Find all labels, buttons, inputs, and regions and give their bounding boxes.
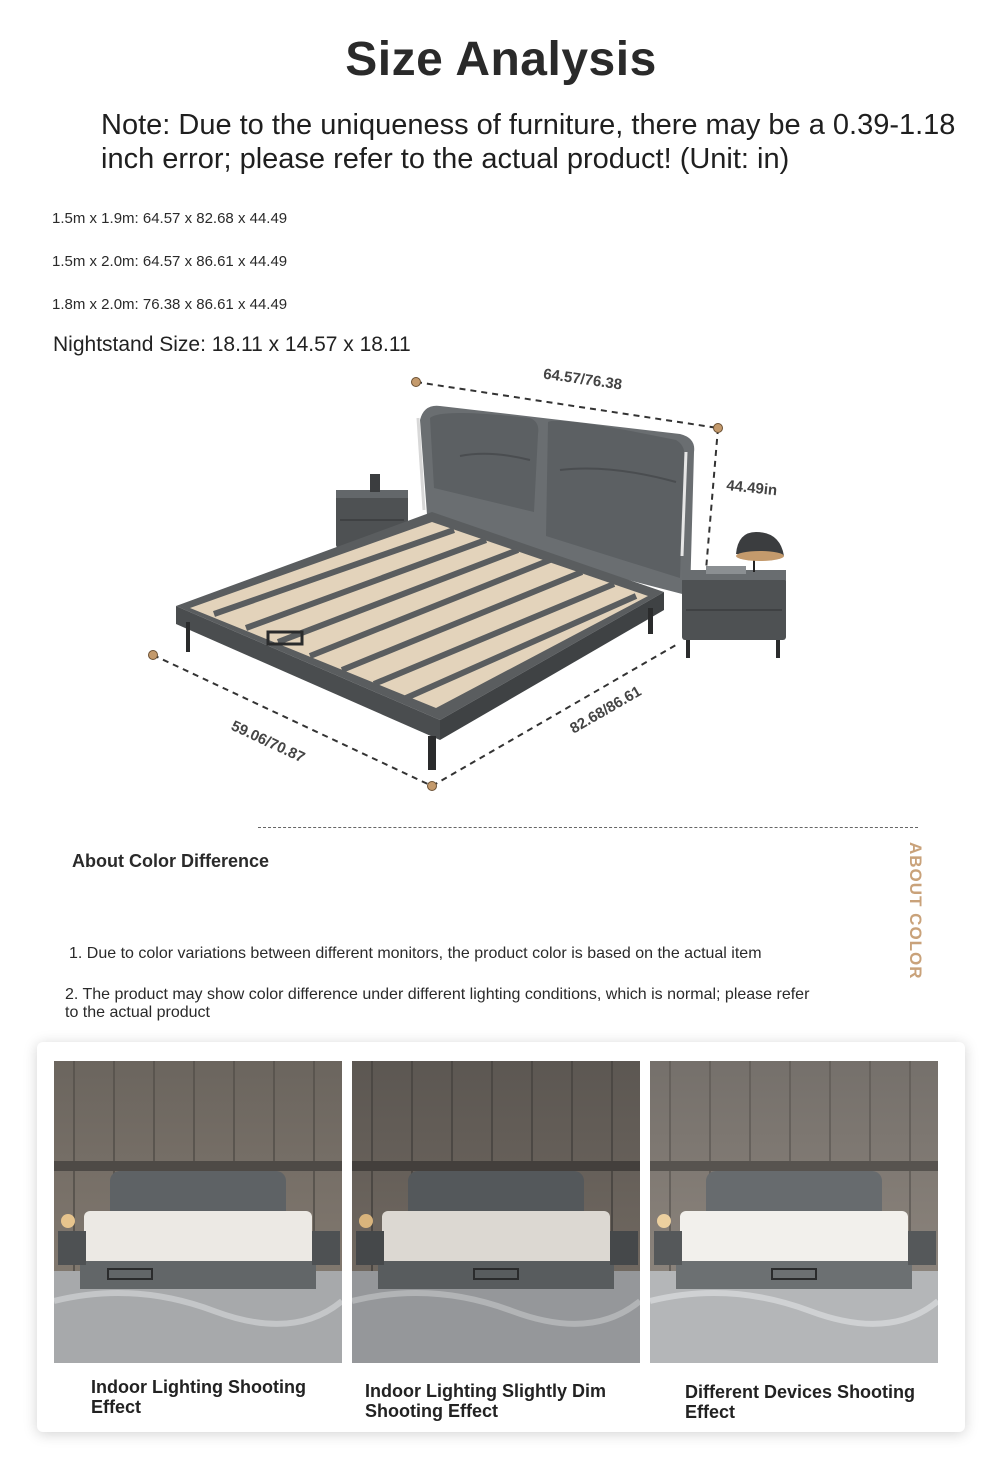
page-title: Size Analysis [345,33,657,86]
bed-dimension-diagram [0,360,990,810]
color-note-2: 2. The product may show color difference under different lighting conditions, which is normal; please refer to the actual product [65,986,810,1021]
front-width-label: 59.06/70.87 [228,717,308,767]
nightstand-right [682,532,786,658]
size-spec-1: 1.5m x 1.9m: 64.57 x 82.68 x 44.49 [52,210,288,227]
caption-devices: Different Devices Shooting Effect [685,1382,916,1422]
nightstand-size: Nightstand Size: 18.11 x 14.57 x 18.11 [53,333,411,356]
top-width-label: 64.57/76.38 [542,365,624,394]
bedroom-photo-dim [352,1061,640,1363]
about-color-tag: ABOUT COLOR [906,842,925,980]
caption-indoor: Indoor Lighting Shooting Effect [91,1377,306,1417]
size-spec-2: 1.5m x 2.0m: 64.57 x 86.61 x 44.49 [52,253,288,270]
dimension-point [714,424,723,433]
size-spec-3: 1.8m x 2.0m: 76.38 x 86.61 x 44.49 [52,296,288,313]
color-note-1: 1. Due to color variations between different monitors, the product color is based on the actual item [69,945,762,962]
dimension-point [428,782,437,791]
length-label: 82.68/86.61 [567,682,645,738]
dimension-point [149,651,158,660]
color-difference-heading: About Color Difference [72,851,270,871]
section-divider [258,827,918,828]
error-note: Note: Due to the uniqueness of furniture, there may be a 0.39-1.18 inch error; please refer to the actual product! (Unit: in) [101,109,956,175]
height-label: 44.49in [725,477,778,500]
bedroom-photo-indoor [54,1061,342,1363]
dimension-point [412,378,421,387]
caption-dim: Indoor Lighting Slightly Dim Shooting Effect [365,1381,606,1421]
bedroom-photo-devices [650,1061,938,1363]
